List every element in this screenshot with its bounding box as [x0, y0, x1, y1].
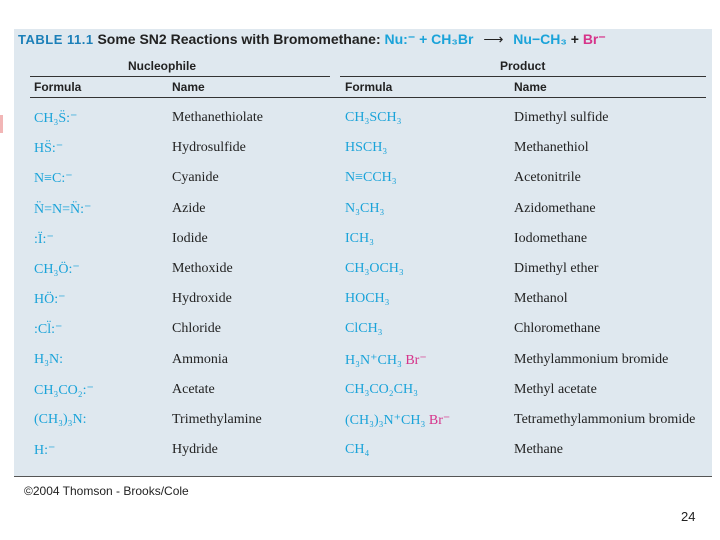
nucleophile-formula: :Cl̈:⁻ — [34, 322, 63, 338]
product-formula — [345, 201, 384, 217]
product-formula — [345, 261, 404, 277]
product-formula-text: (CH₃)₃N⁺CH₃ — [345, 413, 426, 428]
equation-bromide: Br⁻ — [582, 31, 606, 47]
header-divider — [30, 97, 706, 98]
col-header-prod-formula: Formula — [345, 80, 393, 94]
product-name: Methyl acetate — [514, 381, 597, 397]
group-header-nucleophile: Nucleophile — [128, 59, 197, 73]
nucleophile-name: Iodide — [172, 230, 208, 246]
product-name: Methanethiol — [514, 140, 589, 156]
nucleophile-formula: N≡C:⁻ — [34, 171, 73, 187]
nucleophile-formula: (CH₃)₃N: — [34, 412, 87, 427]
nucleophile-name: Cyanide — [172, 170, 219, 186]
table-row — [0, 347, 720, 377]
product-formula — [345, 382, 418, 398]
product-counterion: Br⁻ — [401, 352, 427, 368]
group-header-product: Product — [500, 59, 546, 73]
reaction-arrow: ⟶ — [483, 31, 504, 47]
col-header-nu-formula: Formula — [34, 80, 82, 94]
product-name: Methylammonium bromide — [514, 351, 669, 367]
product-name: Methanol — [514, 291, 568, 307]
product-formula — [345, 140, 387, 156]
product-name: Dimethyl ether — [514, 261, 599, 276]
product-formula-text: ICH₃ — [345, 230, 374, 246]
nucleophile-formula: CH₃S̈:⁻ — [34, 111, 78, 126]
col-header-nu-name: Name — [172, 80, 205, 94]
product-formula-text: CH₃SCH₃ — [345, 110, 402, 125]
group-divider-right — [340, 76, 706, 77]
table-row — [0, 105, 720, 135]
table-row — [0, 316, 720, 346]
product-formula-text: HSCH₃ — [345, 140, 388, 156]
product-name: Tetramethylammonium bromide — [514, 412, 696, 427]
product-formula-text: N₃CH₃ — [345, 200, 385, 216]
product-formula-text: CH₃CO₂CH₃ — [345, 381, 418, 397]
copyright-footer: ©2004 Thomson - Brooks/Cole — [24, 484, 189, 498]
nucleophile-name: Acetate — [172, 381, 215, 397]
table-title-text: Some SN2 Reactions with Bromomethane: — [97, 31, 381, 47]
table-row — [0, 196, 720, 226]
nucleophile-formula: CH₃Ö:⁻ — [34, 262, 80, 277]
table-row — [0, 256, 720, 286]
nucleophile-name: Hydride — [172, 442, 218, 458]
nucleophile-name: Hydroxide — [172, 291, 232, 307]
product-name: Azidomethane — [514, 200, 596, 216]
equation-plus: + — [566, 31, 583, 47]
table-bottom-rule — [14, 476, 712, 477]
product-formula — [345, 291, 390, 307]
table-row — [0, 407, 720, 437]
nucleophile-formula: HÖ:⁻ — [34, 292, 66, 308]
nucleophile-formula: HS̈:⁻ — [34, 141, 64, 157]
group-divider-left — [30, 76, 330, 77]
product-formula — [345, 412, 450, 429]
nucleophile-formula: H₃N: — [34, 351, 63, 367]
col-header-prod-name: Name — [514, 80, 547, 94]
nucleophile-formula: :Ï:⁻ — [34, 231, 54, 247]
nucleophile-name: Ammonia — [172, 351, 228, 367]
equation-reactants: Nu:⁻ + CH₃Br — [384, 31, 474, 47]
product-formula-text: CH₄ — [345, 442, 370, 458]
table-row — [0, 135, 720, 165]
table-row — [0, 437, 720, 467]
table-row — [0, 226, 720, 256]
nucleophile-name: Methanethiolate — [172, 110, 263, 125]
table-row — [0, 286, 720, 316]
table-title — [18, 31, 606, 48]
product-formula — [345, 442, 369, 458]
product-formula-text: CH₃OCH₃ — [345, 261, 404, 276]
product-formula — [345, 231, 374, 247]
nucleophile-name: Hydrosulfide — [172, 140, 246, 156]
product-formula — [345, 110, 401, 126]
table-row — [0, 165, 720, 195]
product-counterion: Br⁻ — [425, 413, 451, 428]
product-formula — [345, 321, 383, 337]
nucleophile-name: Methoxide — [172, 261, 233, 276]
nucleophile-formula: N̈=N=N̈:⁻ — [34, 201, 92, 217]
product-name: Methane — [514, 442, 563, 458]
table-row — [0, 377, 720, 407]
product-formula — [345, 352, 427, 369]
nucleophile-formula: H:⁻ — [34, 443, 56, 459]
product-name: Iodomethane — [514, 230, 588, 246]
nucleophile-formula: CH₃CO₂:⁻ — [34, 382, 94, 398]
equation-product: Nu−CH₃ — [513, 31, 567, 47]
product-formula-text: HOCH₃ — [345, 291, 390, 307]
product-name: Acetonitrile — [514, 170, 581, 186]
page-number: 24 — [681, 509, 696, 524]
table-label: TABLE 11.1 — [18, 32, 94, 47]
product-name: Dimethyl sulfide — [514, 110, 609, 125]
product-formula-text: ClCH₃ — [345, 321, 383, 337]
nucleophile-name: Chloride — [172, 321, 221, 337]
nucleophile-name: Azide — [172, 200, 206, 216]
nucleophile-name: Trimethylamine — [172, 412, 262, 427]
product-name: Chloromethane — [514, 321, 601, 337]
product-formula — [345, 170, 397, 186]
product-formula-text: H₃N⁺CH₃ — [345, 352, 402, 368]
product-formula-text: N≡CCH₃ — [345, 170, 397, 186]
